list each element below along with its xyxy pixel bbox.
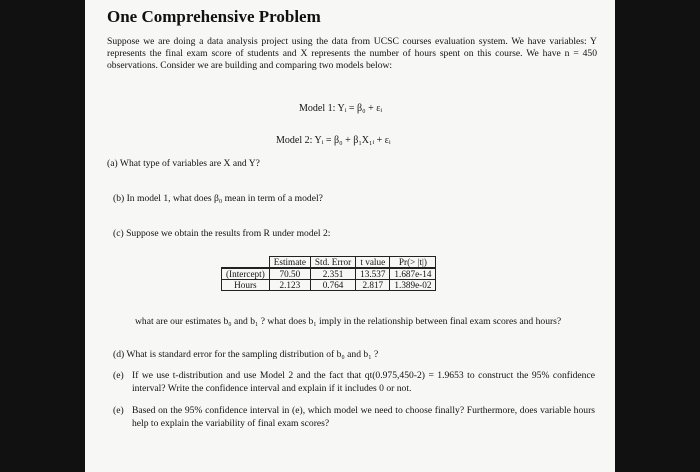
cell-std-error: 0.764 [310, 280, 355, 291]
question-b-text: In model 1, what does β₀ mean in term of a model? [126, 193, 323, 204]
row-name: Hours [222, 280, 270, 291]
question-a [107, 158, 260, 171]
question-e-1-label: (e) [113, 370, 124, 381]
question-e-2-text: Based on the 95% confidence interval in (e), which model we need to choose finally? Furthermore, does variable hours help to explain the variability of final exam scores? [132, 405, 595, 429]
cell-p-value: 1.389e-02 [390, 280, 436, 291]
table-corner [222, 257, 270, 269]
question-b-label: (b) [113, 193, 125, 204]
header-p-value: Pr(> |t|) [390, 257, 436, 269]
question-e-2-label: (e) [113, 405, 124, 416]
model-2-equation: Model 2: Yᵢ = β₀ + β₁X₁ᵢ + εᵢ [276, 135, 391, 146]
header-estimate: Estimate [269, 257, 310, 269]
question-d [113, 349, 378, 362]
row-name: (Intercept) [222, 268, 270, 280]
regression-table [221, 256, 436, 291]
question-d-label: (d) [113, 349, 125, 360]
question-e-1 [113, 370, 595, 395]
cell-estimate: 2.123 [269, 280, 310, 291]
question-d-text: What is standard error for the sampling distribution of b₀ and b₁ ? [126, 349, 379, 360]
question-e-1-text: If we use t-distribution and use Model 2 and the fact that qt(0.975,450-2) = 1.9653 to construct the 95% confidence interval? Write the confidence interval and explain if it includes 0 or not. [132, 370, 595, 394]
question-c [113, 228, 330, 241]
intro-paragraph: Suppose we are doing a data analysis project using the data from UCSC courses evaluation system. We have variables: Y represents the final exam score of students and X represents the number of hours spent on this course. We have n = 450 observations. Consider we are building and comparing two models below: [107, 36, 597, 72]
header-t-value: t value [356, 257, 390, 269]
cell-std-error: 2.351 [310, 268, 355, 280]
document-page [85, 0, 615, 472]
cell-estimate: 70.50 [269, 268, 310, 280]
question-a-text: What type of variables are X and Y? [119, 158, 260, 169]
page-title: One Comprehensive Problem [107, 7, 321, 26]
question-c-text: Suppose we obtain the results from R under model 2: [126, 228, 331, 239]
cell-t-value: 2.817 [356, 280, 390, 291]
cell-p-value: 1.687e-14 [390, 268, 436, 280]
model-1-equation: Model 1: Yᵢ = β₀ + εᵢ [299, 103, 383, 114]
table-row [222, 280, 436, 291]
question-e-2 [113, 405, 595, 430]
question-c-label: (c) [113, 228, 124, 239]
question-b [113, 193, 323, 206]
header-std-error: Std. Error [310, 257, 355, 269]
question-c-followup: what are our estimates b₀ and b₁ ? what does b₁ imply in the relationship between final exam scores and hours? [135, 316, 562, 327]
cell-t-value: 13.537 [356, 268, 390, 280]
table-row [222, 268, 436, 280]
question-a-label: (a) [107, 158, 118, 169]
